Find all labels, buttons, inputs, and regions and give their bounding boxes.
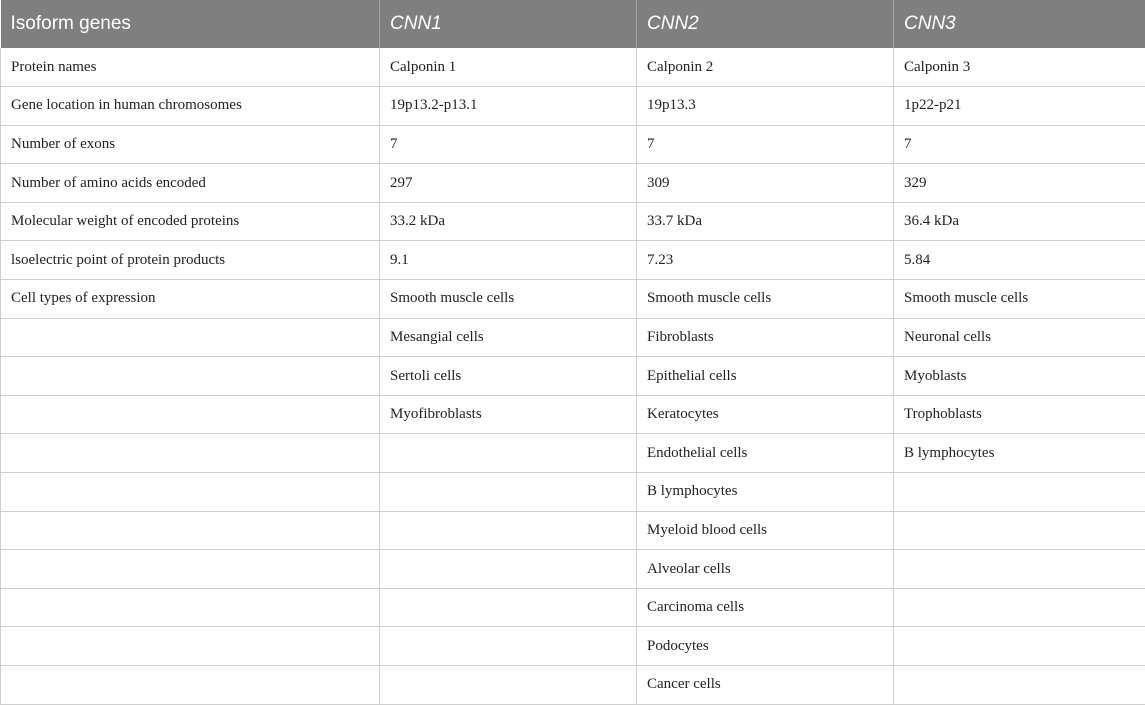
cnn2-cell: Carcinoma cells [637,588,894,627]
cnn2-cell: Podocytes [637,627,894,666]
cnn3-cell: Smooth muscle cells [894,280,1145,319]
cnn2-cell: Fibroblasts [637,318,894,357]
table-row [1,357,1145,396]
cnn3-cell: Trophoblasts [894,395,1145,434]
table-row [1,318,1145,357]
cnn2-cell: 19p13.3 [637,87,894,126]
row-label [1,473,380,512]
cnn2-cell: B lymphocytes [637,473,894,512]
row-label: Number of exons [1,125,380,164]
cnn1-cell: Mesangial cells [380,318,637,357]
cnn1-cell [380,550,637,589]
cnn2-cell: Keratocytes [637,395,894,434]
cnn1-cell: 19p13.2-p13.1 [380,87,637,126]
cnn1-cell [380,434,637,473]
table-body [1,48,1145,704]
cnn2-cell: Calponin 2 [637,48,894,87]
header-row [1,0,1145,48]
row-label: Cell types of expression [1,280,380,319]
cnn1-cell [380,666,637,705]
header-cnn1: CNN1 [380,0,637,48]
row-label [1,550,380,589]
cnn2-cell: Smooth muscle cells [637,280,894,319]
cnn1-cell: Myofibroblasts [380,395,637,434]
cnn2-cell: Endothelial cells [637,434,894,473]
cnn3-cell: B lymphocytes [894,434,1145,473]
row-label: Protein names [1,48,380,87]
row-label [1,666,380,705]
cnn3-cell [894,550,1145,589]
cnn1-cell: 9.1 [380,241,637,280]
row-label: Number of amino acids encoded [1,164,380,203]
cnn2-cell: 7.23 [637,241,894,280]
cnn2-cell: Alveolar cells [637,550,894,589]
table-row [1,87,1145,126]
row-label [1,395,380,434]
row-label: lsoelectric point of protein products [1,241,380,280]
row-label [1,588,380,627]
cnn1-cell: 33.2 kDa [380,202,637,241]
row-label [1,434,380,473]
cnn3-cell [894,511,1145,550]
cnn3-cell: Neuronal cells [894,318,1145,357]
cnn1-cell [380,473,637,512]
cnn3-cell: 329 [894,164,1145,203]
cnn3-cell: 36.4 kDa [894,202,1145,241]
cnn2-cell: 309 [637,164,894,203]
cnn3-cell: 1p22-p21 [894,87,1145,126]
cnn2-cell: 33.7 kDa [637,202,894,241]
table-row [1,241,1145,280]
header-cnn2: CNN2 [637,0,894,48]
table-row [1,395,1145,434]
header-isoform-genes: Isoform genes [1,0,380,48]
cnn1-cell [380,511,637,550]
cnn3-cell [894,588,1145,627]
table-row [1,202,1145,241]
cnn1-cell: Smooth muscle cells [380,280,637,319]
row-label: Gene location in human chromosomes [1,87,380,126]
cnn2-cell: Epithelial cells [637,357,894,396]
cnn1-cell: Sertoli cells [380,357,637,396]
cnn2-cell: Myeloid blood cells [637,511,894,550]
table-row [1,473,1145,512]
row-label [1,627,380,666]
row-label: Molecular weight of encoded proteins [1,202,380,241]
header-cnn3: CNN3 [894,0,1145,48]
cnn2-cell: 7 [637,125,894,164]
table-row [1,550,1145,589]
table-row [1,666,1145,705]
table-header [1,0,1145,48]
cnn3-cell [894,473,1145,512]
cnn3-cell: 7 [894,125,1145,164]
table-row [1,48,1145,87]
cnn3-cell: Calponin 3 [894,48,1145,87]
cnn3-cell: 5.84 [894,241,1145,280]
cnn1-cell: 7 [380,125,637,164]
table-row [1,511,1145,550]
table-row [1,588,1145,627]
cnn3-cell [894,627,1145,666]
table-row [1,434,1145,473]
row-label [1,357,380,396]
cnn1-cell: 297 [380,164,637,203]
table-row [1,280,1145,319]
table-row [1,164,1145,203]
table-row [1,125,1145,164]
cnn1-cell [380,627,637,666]
cnn1-cell: Calponin 1 [380,48,637,87]
cnn3-cell [894,666,1145,705]
table-row [1,627,1145,666]
row-label [1,511,380,550]
row-label [1,318,380,357]
cnn1-cell [380,588,637,627]
cnn2-cell: Cancer cells [637,666,894,705]
cnn3-cell: Myoblasts [894,357,1145,396]
